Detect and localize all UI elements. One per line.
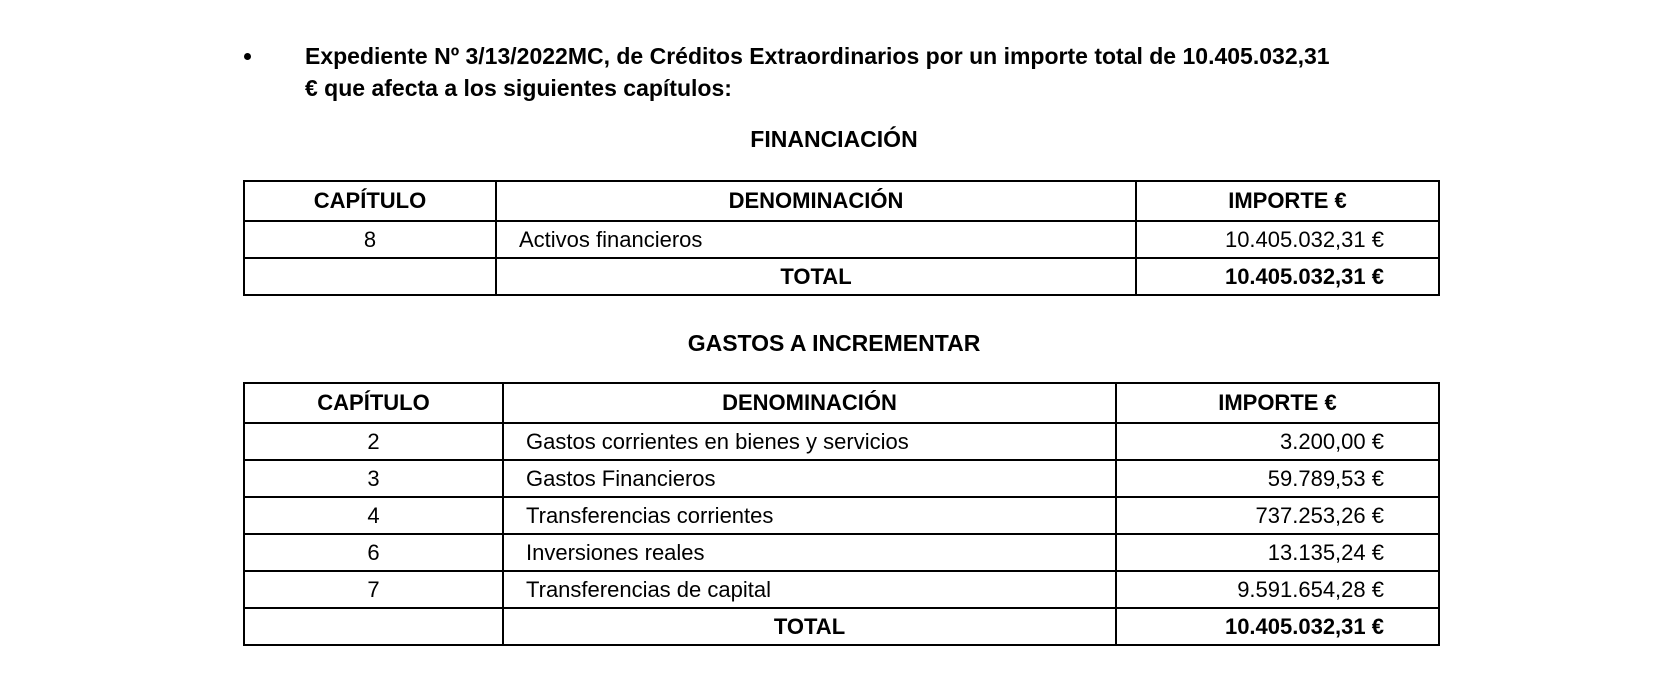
cell-empty xyxy=(244,258,496,295)
header-denominacion: DENOMINACIÓN xyxy=(503,383,1116,423)
bullet-dot-icon xyxy=(244,53,251,60)
cell-denominacion: Activos financieros xyxy=(496,221,1136,258)
cell-capitulo: 7 xyxy=(244,571,503,608)
financiacion-table xyxy=(243,180,1440,296)
cell-capitulo: 2 xyxy=(244,423,503,460)
header-capitulo: CAPÍTULO xyxy=(244,181,496,221)
table-row xyxy=(244,534,1439,571)
table-header-row xyxy=(244,181,1439,221)
table-header-row xyxy=(244,383,1439,423)
bullet-text-line-2: € que afecta a los siguientes capítulos: xyxy=(305,75,732,101)
header-denominacion: DENOMINACIÓN xyxy=(496,181,1136,221)
total-importe: 10.405.032,31 € xyxy=(1136,258,1439,295)
financiacion-heading: FINANCIACIÓN xyxy=(750,126,918,152)
cell-denominacion: Transferencias corrientes xyxy=(503,497,1116,534)
table-row xyxy=(244,460,1439,497)
cell-importe: 737.253,26 € xyxy=(1116,497,1439,534)
table-total-row xyxy=(244,608,1439,645)
cell-denominacion: Transferencias de capital xyxy=(503,571,1116,608)
header-importe: IMPORTE € xyxy=(1116,383,1439,423)
cell-importe: 59.789,53 € xyxy=(1116,460,1439,497)
bullet-text-line-1: Expediente Nº 3/13/2022MC, de Créditos Extraordinarios por un importe total de 10.405.032,31 xyxy=(305,43,1330,69)
header-capitulo: CAPÍTULO xyxy=(244,383,503,423)
cell-importe: 10.405.032,31 € xyxy=(1136,221,1439,258)
cell-importe: 9.591.654,28 € xyxy=(1116,571,1439,608)
cell-importe: 3.200,00 € xyxy=(1116,423,1439,460)
gastos-heading: GASTOS A INCREMENTAR xyxy=(687,330,981,356)
table-row xyxy=(244,497,1439,534)
total-label: TOTAL xyxy=(496,258,1136,295)
cell-empty xyxy=(244,608,503,645)
table-row xyxy=(244,423,1439,460)
cell-denominacion: Gastos Financieros xyxy=(503,460,1116,497)
cell-capitulo: 6 xyxy=(244,534,503,571)
cell-denominacion: Gastos corrientes en bienes y servicios xyxy=(503,423,1116,460)
bullet-text xyxy=(305,40,1475,104)
gastos-table xyxy=(243,382,1440,646)
cell-capitulo: 4 xyxy=(244,497,503,534)
total-label: TOTAL xyxy=(503,608,1116,645)
total-importe: 10.405.032,31 € xyxy=(1116,608,1439,645)
cell-capitulo: 3 xyxy=(244,460,503,497)
table-row xyxy=(244,571,1439,608)
table-row xyxy=(244,221,1439,258)
cell-capitulo: 8 xyxy=(244,221,496,258)
cell-denominacion: Inversiones reales xyxy=(503,534,1116,571)
table-total-row xyxy=(244,258,1439,295)
header-importe: IMPORTE € xyxy=(1136,181,1439,221)
cell-importe: 13.135,24 € xyxy=(1116,534,1439,571)
